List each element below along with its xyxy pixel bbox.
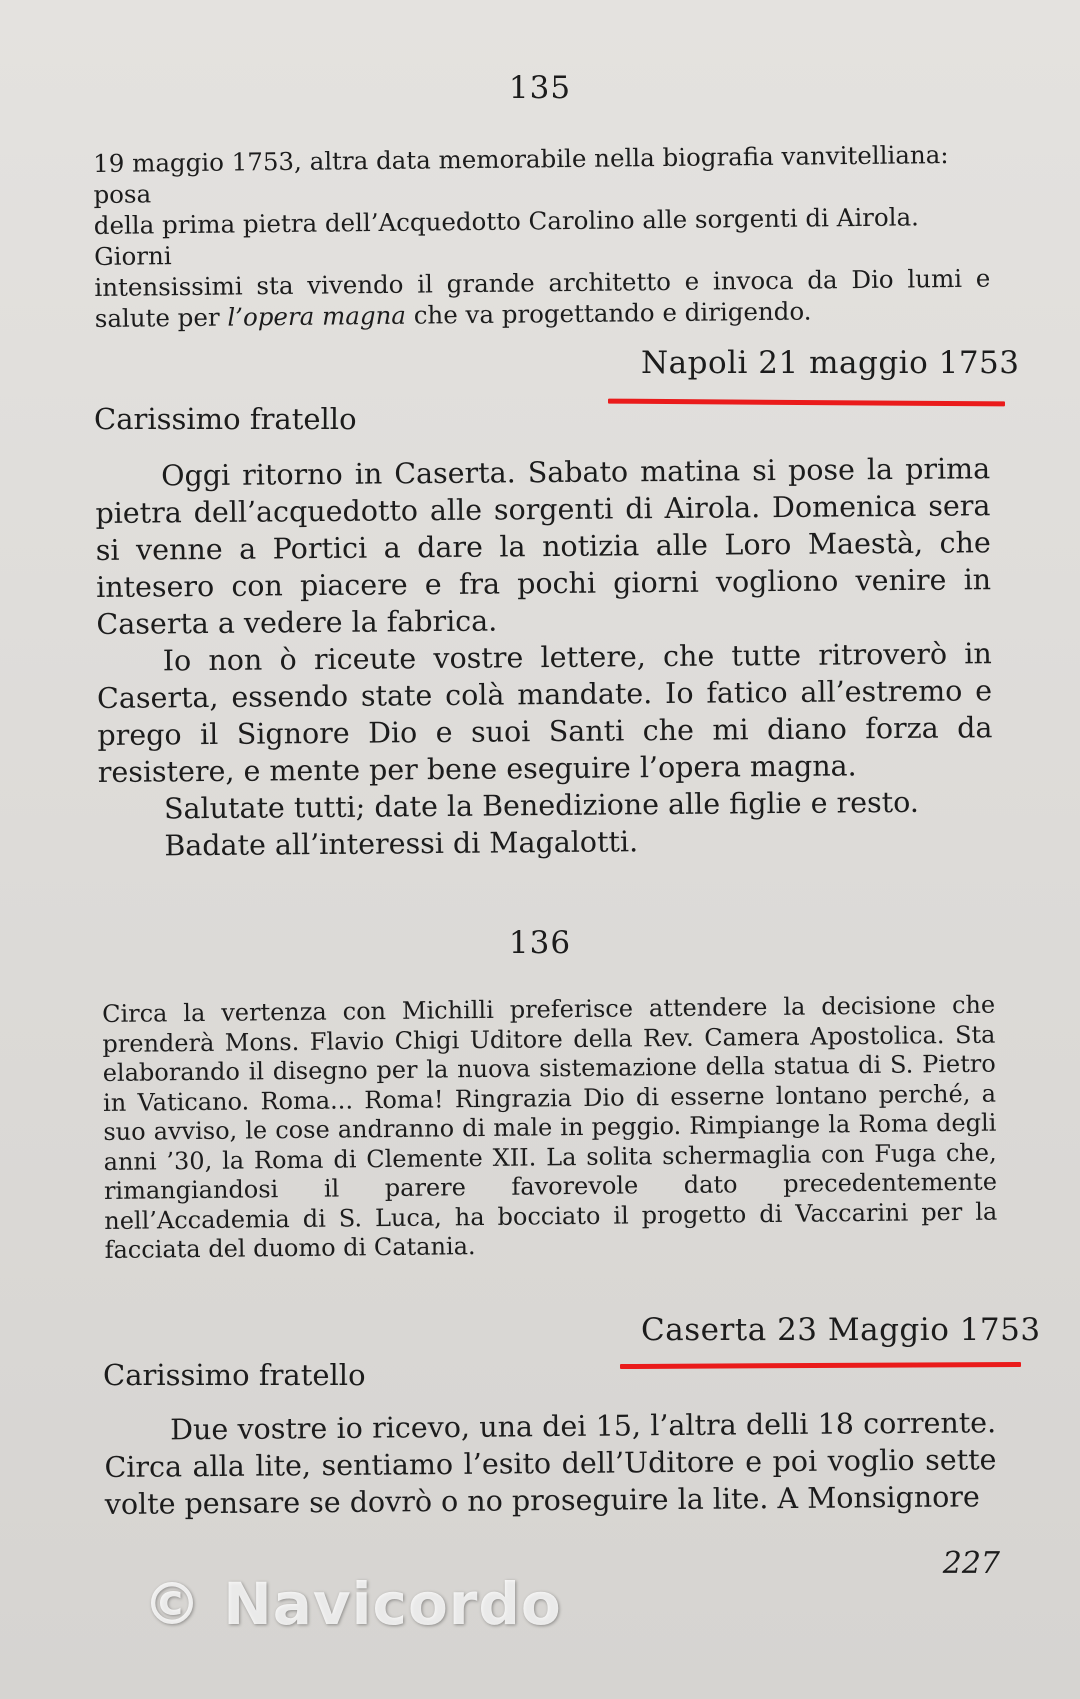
letter-135-body: [95, 450, 994, 865]
summary-line-2: della prima pietra dell’Acquedotto Carolino alle sorgenti di Airola. Giorni: [93, 202, 920, 271]
letter-135-paragraph-2: Io non ò riceute vostre lettere, che tutte ritroverò in Caserta, essendo state colà mandate. Io fatico all’estremo e prego il Signore Dio e suoi Santi che mi diano forza da resistere, e mente per bene eseguire l’opera magna.: [96, 637, 993, 789]
letter-number-135: 135: [508, 70, 572, 106]
summary-italic-phrase: l’opera magna: [227, 300, 407, 332]
date-underline-2: [620, 1362, 1021, 1369]
letter-135-paragraph-4: Badate all’interessi di Magalotti.: [164, 825, 639, 863]
date-underline-1: [608, 399, 1005, 407]
letter-136-paragraph-1: Due vostre io ricevo, una dei 15, l’altra delli 18 corrente. Circa alla lite, sentiamo l’esito dell’Uditore e poi voglio sette volte pensare se dovrò o no proseguire la lite. A Monsignore: [104, 1406, 997, 1521]
letter-136-date: Caserta 23 Maggio 1753: [641, 1312, 1041, 1348]
summary-line-3: intensissimi sta vivendo il grande architetto e invoca da Dio lumi e: [94, 263, 991, 302]
summary-line-1: 19 maggio 1753, altra data memorabile nella biografia vanvitelliana: posa: [93, 140, 949, 209]
summary-text-post: che va progettando e dirigendo.: [405, 296, 812, 330]
page-number: 227: [942, 1546, 1000, 1581]
watermark-logo: © Navicordo: [143, 1570, 562, 1638]
letter-135-date: Napoli 21 maggio 1753: [641, 345, 1020, 381]
letter-135-paragraph-3: Salutate tutti; date la Benedizione alle figlie e resto.: [163, 785, 919, 826]
letter-136-summary-text: Circa la vertenza con Michilli preferisce attendere la decisione che prenderà Mons. Flavio Chigi Uditore della Rev. Camera Apostolica. Sta elaborando il disegno per la nuova sistemazione della statua di S. Pietro in Vaticano. Roma... Roma! Ringrazia Dio di esserne lontano perché, a suo avviso, le cose andranno di male in peggio. Rimpiange la Roma degli anni ’30, la Roma di Clemente XII. La solita schermaglia con Fuga che, rimangiandosi il parere favorevole dato precedentemente nell’Accademia di S. Luca, ha bocciato il progetto di Vaccarini per la facciata del duomo di Catania.: [102, 990, 998, 1264]
letter-136-salutation: Carissimo fratello: [103, 1358, 366, 1392]
letter-135-salutation: Carissimo fratello: [94, 402, 357, 436]
letter-number-136: 136: [508, 925, 572, 961]
letter-135-paragraph-1: Oggi ritorno in Caserta. Sabato matina si pose la prima pietra dell’acquedotto alle sorgenti di Airola. Domenica sera si venne a Portici a dare la notizia alle Loro Maestà, che intesero con piacere e fra pochi giorni vogliono venire in Caserta a vedere la fabrica.: [95, 452, 992, 641]
letter-136-summary: [102, 991, 998, 1266]
summary-text-pre: salute per: [94, 302, 228, 333]
letter-136-body: [104, 1404, 997, 1523]
letter-135-summary: [93, 139, 997, 334]
